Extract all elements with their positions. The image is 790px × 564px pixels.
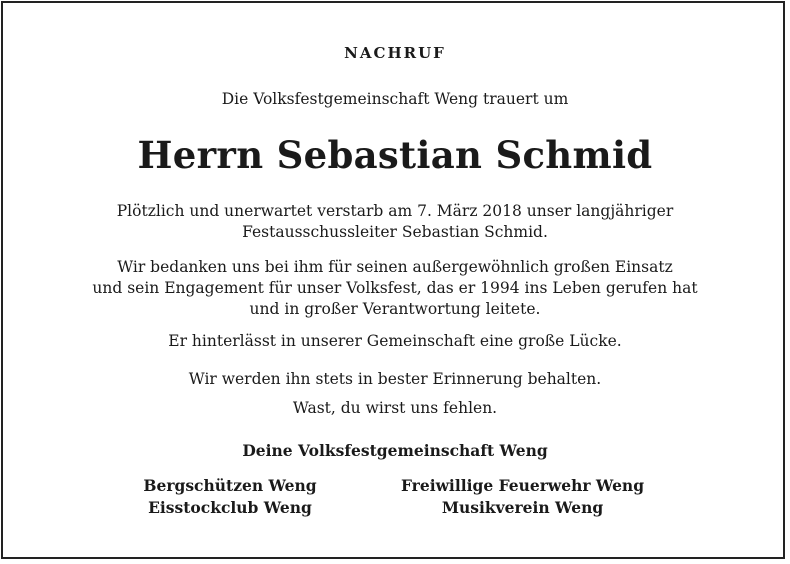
organizations-left	[130, 475, 330, 519]
paragraph-death-announcement	[0, 201, 790, 243]
paragraph-loss	[0, 331, 790, 352]
signoff: Deine Volksfestgemeinschaft Weng	[242, 441, 548, 460]
paragraph-line: Wast, du wirst uns fehlen.	[292, 399, 498, 417]
paragraph-line: Er hinterlässt in unserer Gemeinschaft eine große Lücke.	[168, 332, 622, 350]
paragraph-thanks	[0, 257, 790, 320]
paragraph-line: und sein Engagement für unser Volksfest, das er 1994 ins Leben gerufen hat	[92, 279, 698, 297]
paragraph-line: Wir werden ihn stets in bester Erinnerung behalten.	[188, 370, 602, 388]
paragraph-line: Wir bedanken uns bei ihm für seinen außergewöhnlich großen Einsatz	[117, 258, 673, 276]
organizations-right	[385, 475, 660, 519]
deceased-name: Herrn Sebastian Schmid	[137, 133, 653, 177]
paragraph-line: Festausschussleiter Sebastian Schmid.	[242, 223, 548, 241]
organization-name: Bergschützen Weng	[143, 476, 317, 495]
paragraph-line: und in großer Verantwortung leitete.	[249, 300, 541, 318]
organization-name: Eisstockclub Weng	[148, 498, 312, 517]
paragraph-farewell	[0, 398, 790, 419]
paragraph-line: Plötzlich und unerwartet verstarb am 7. März 2018 unser langjähriger	[116, 202, 674, 220]
paragraph-memory	[0, 369, 790, 390]
intro-text: Die Volksfestgemeinschaft Weng trauert um	[221, 90, 569, 108]
organization-name: Musikverein Weng	[441, 498, 604, 517]
notice-heading: NACHRUF	[344, 44, 446, 62]
organization-name: Freiwillige Feuerwehr Weng	[400, 476, 645, 495]
